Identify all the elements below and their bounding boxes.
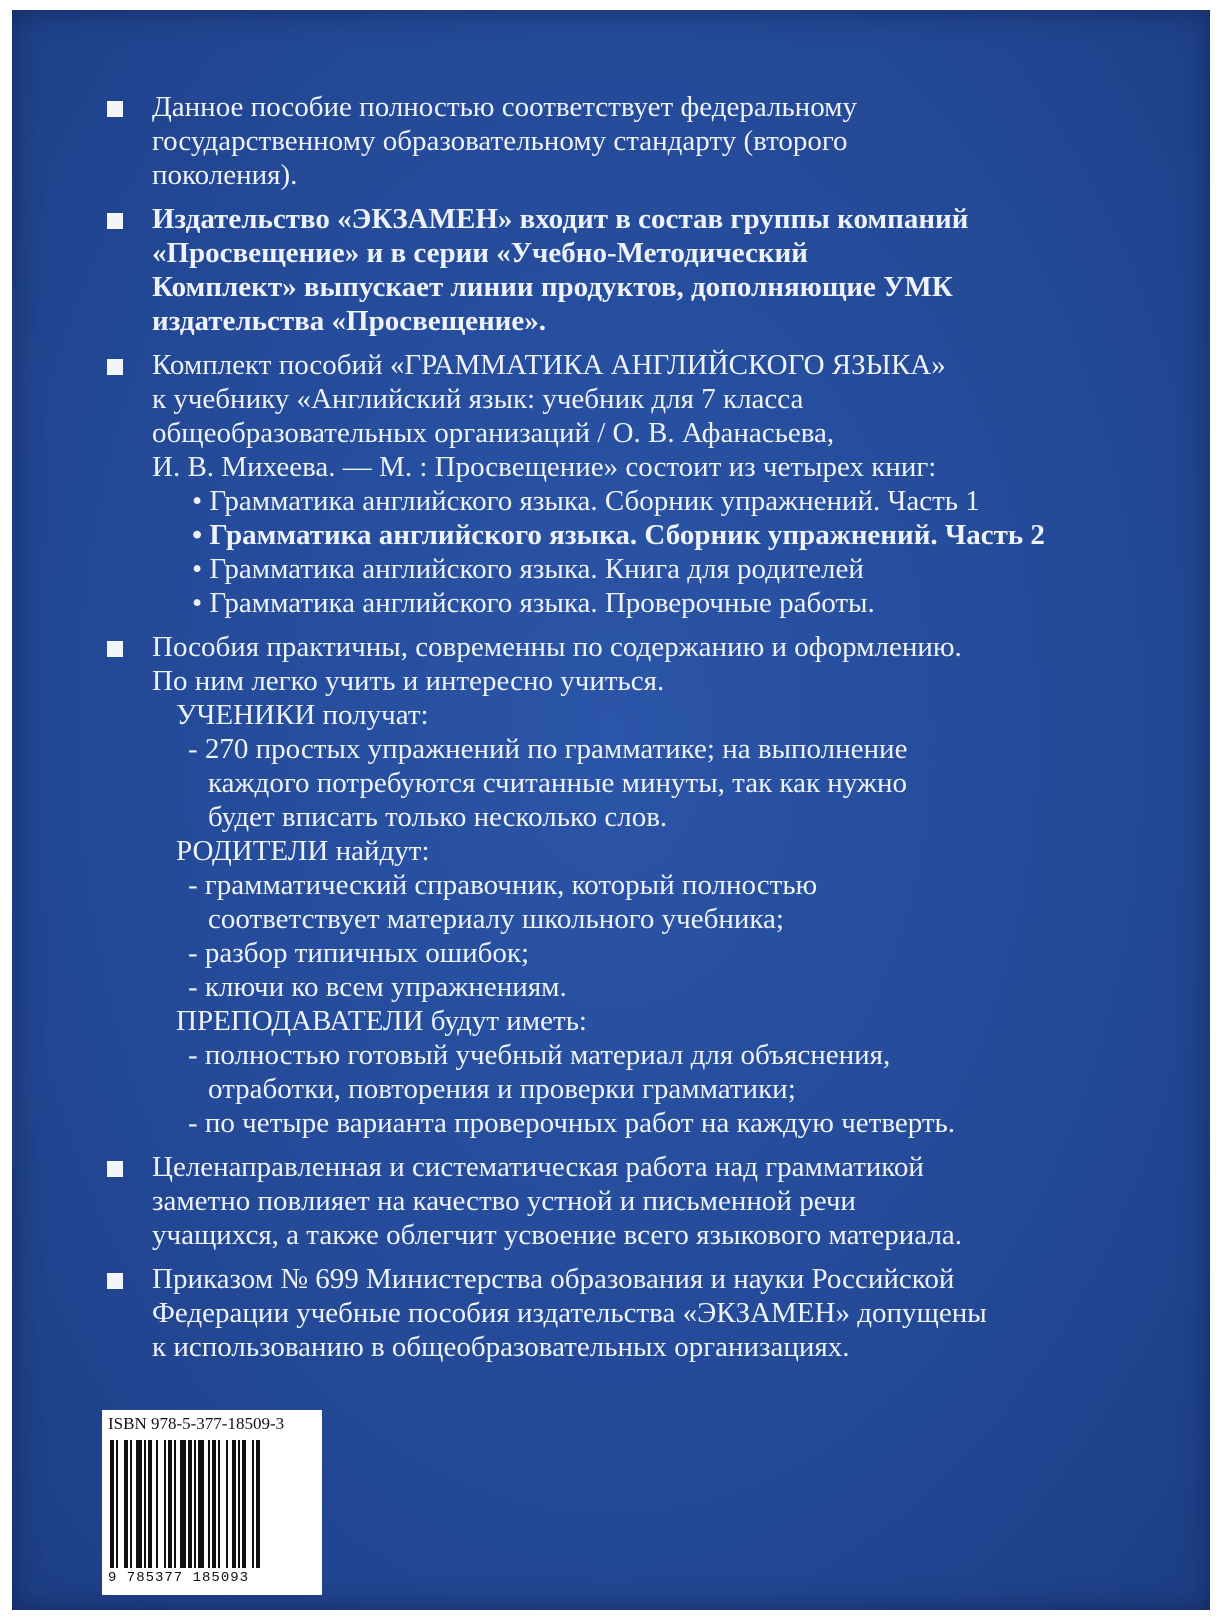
barcode-bar xyxy=(124,1440,128,1568)
parents-point: - грамматический справочник, который полностью соответствует материалу школьного учебника; xyxy=(188,869,818,935)
cover-text xyxy=(107,90,1167,1374)
barcode-bar xyxy=(238,1440,240,1568)
paragraph-publisher: Издательство «ЭКЗАМЕН» входит в состав группы компаний «Просвещение» и в серии «Учебно-Методический Комплект» выпускает линии продуктов, дополняющие УМК издательства «Просвещение». xyxy=(107,202,1167,338)
students-heading: УЧЕНИКИ получат: xyxy=(176,699,429,731)
barcode-bar xyxy=(156,1440,158,1568)
barcode-icon xyxy=(110,1440,315,1568)
paragraph-standard: Данное пособие полностью соответствует федеральному государственному образовательному стандарту (второго поколения). xyxy=(107,90,1167,192)
paragraph-kit: Комплект пособий «ГРАММАТИКА АНГЛИЙСКОГО ЯЗЫКА» к учебнику «Английский язык: учебник для 7 класса общеобразовательных организаций / О. В. Афанасьева, И. В. Михеева. — М. : Просвещение» состоит из четырех книг: • Грамматика английского языка. Сборник упражнений. Часть 1 • Грамматика английского языка. Сборник упражнений. Часть 2 • Грамматика английского языка. Книга для родителей • Грамматика английского языка. Проверочные работы. xyxy=(107,348,1167,620)
square-bullet-icon xyxy=(107,1273,123,1289)
barcode-bar xyxy=(212,1440,216,1568)
barcode-bar xyxy=(198,1440,204,1568)
barcode-bar xyxy=(168,1440,172,1568)
barcode-bar xyxy=(232,1440,236,1568)
barcode-bar xyxy=(252,1440,254,1568)
square-bullet-icon xyxy=(107,641,123,657)
barcode-bar xyxy=(256,1440,260,1568)
book-list-item: • Грамматика английского языка. Книга для родителей xyxy=(192,553,864,585)
barcode-bar xyxy=(208,1440,210,1568)
barcode-bar xyxy=(242,1440,246,1568)
teachers-point: - по четыре варианта проверочных работ на каждую четверть. xyxy=(188,1107,955,1139)
barcode-bar xyxy=(174,1440,176,1568)
square-bullet-icon xyxy=(107,213,123,229)
book-back-cover xyxy=(12,10,1210,1610)
barcode-bar xyxy=(116,1440,118,1568)
isbn-label: ISBN 978-5-377-18509-3 xyxy=(108,1414,285,1433)
barcode-bar xyxy=(144,1440,146,1568)
barcode-bar xyxy=(180,1440,186,1568)
barcode-bar xyxy=(136,1440,142,1568)
book-list-item-current: • Грамматика английского языка. Сборник упражнений. Часть 2 xyxy=(192,519,1045,551)
square-bullet-icon xyxy=(107,101,123,117)
teachers-point: - полностью готовый учебный материал для объяснения, отработки, повторения и проверки грамматики; xyxy=(188,1039,891,1105)
book-list-item: • Грамматика английского языка. Проверочные работы. xyxy=(192,587,875,619)
paragraph-benefits: Пособия практичны, современны по содержанию и оформлению. По ним легко учить и интересно учиться. УЧЕНИКИ получат: - 270 простых упражнений по грамматике; на выполнение каждого потребуются считанные минуты, так как нужно будет вписать только несколько слов. РОДИТЕЛИ найдут: - грамматический справочник, который полностью соответствует материалу школьного учебника; - разбор типичных ошибок; - ключи ко всем упражнениям. ПРЕПОДАВАТЕЛИ будут иметь: - полностью готовый учебный материал для объяснения, отработки, повторения и проверки грамматики; - по четыре варианта проверочных работ на каждую четверть. xyxy=(107,630,1167,1140)
paragraph-purpose: Целенаправленная и систематическая работа над грамматикой заметно повлияет на качество устной и письменной речи учащихся, а также облегчит усвоение всего языкового материала. xyxy=(107,1150,1167,1252)
barcode-bar xyxy=(188,1440,192,1568)
barcode-bar xyxy=(164,1440,166,1568)
square-bullet-icon xyxy=(107,359,123,375)
teachers-heading: ПРЕПОДАВАТЕЛИ будут иметь: xyxy=(176,1005,587,1037)
barcode-bar xyxy=(148,1440,152,1568)
isbn-barcode-block xyxy=(102,1410,322,1595)
barcode-bar xyxy=(218,1440,220,1568)
barcode-number: 9 785377 185093 xyxy=(108,1570,250,1586)
parents-heading: РОДИТЕЛИ найдут: xyxy=(176,835,430,867)
paragraph-order: Приказом № 699 Министерства образования и науки Российской Федерации учебные пособия издательства «ЭКЗАМЕН» допущены к использованию в общеобразовательных организациях. xyxy=(107,1262,1167,1364)
students-point: - 270 простых упражнений по грамматике; на выполнение каждого потребуются считанные минуты, так как нужно будет вписать только несколько слов. xyxy=(188,733,908,833)
square-bullet-icon xyxy=(107,1161,123,1177)
parents-point: - ключи ко всем упражнениям. xyxy=(188,971,567,1003)
barcode-bar xyxy=(226,1440,228,1568)
barcode-bar xyxy=(194,1440,196,1568)
barcode-bar xyxy=(130,1440,132,1568)
parents-point: - разбор типичных ошибок; xyxy=(188,937,530,969)
barcode-bar xyxy=(110,1440,114,1568)
book-list-item: • Грамматика английского языка. Сборник упражнений. Часть 1 xyxy=(192,485,980,517)
